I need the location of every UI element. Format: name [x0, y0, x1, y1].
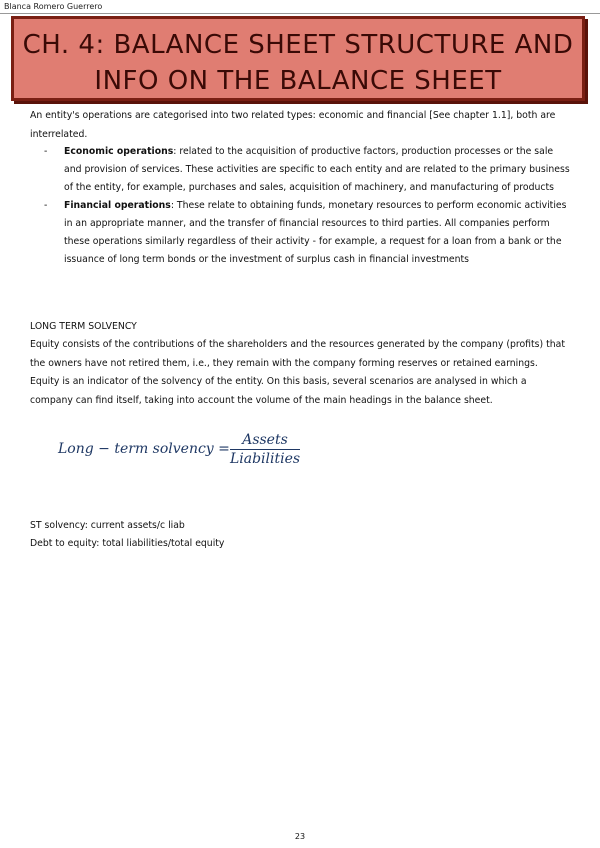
financial-operations-term: Financial operations [64, 200, 171, 211]
chapter-title-line-1: CH. 4: BALANCE SHEET STRUCTURE AND [22, 30, 574, 60]
economic-operations-text: : related to the acquisition of productive factors, production processes or the sale and provision of services. These activities are specific to each entity and are related to the primary business of the entity, for example, purchases and sales, acquisition of machinery, and manufacturing of products [64, 146, 570, 193]
economic-operations-term: Economic operations [64, 146, 174, 157]
solvency-heading: LONG TERM SOLVENCY [30, 321, 137, 332]
formula-numerator: Assets [242, 432, 288, 448]
solvency-paragraph: Equity consists of the contributions of the shareholders and the resources generated by the company (profits) that the owners have not retired them, i.e., they remain with the company forming reserves or retained earnings. Equity is an indicator of the solvency of the entity. On this basis, several scenarios are analysed in which a company can find itself, taking into account the volume of the main headings in the balance sheet. [30, 339, 565, 406]
formula-fraction [228, 431, 302, 468]
author-name: Blanca Romero Guerrero [4, 2, 103, 11]
list-item-financial [44, 197, 570, 269]
list-item-economic [44, 143, 570, 197]
intro-paragraph: An entity's operations are categorised into two related types: economic and financial [See chapter 1.1], both are interrelated. [30, 110, 556, 140]
financial-operations-text: : These relate to obtaining funds, monetary resources to perform economic activities in an appropriate manner, and the transfer of financial resources to third parties. All companies perform these operations similarly regardless of their activity - for example, a request for a loan from a bank or the issuance of long term bonds or the investment of surplus cash in financial investments [64, 200, 567, 265]
header-rule [0, 13, 600, 14]
formula-lhs: Long − term solvency = [58, 441, 230, 457]
chapter-title-box [11, 16, 585, 101]
formula-denominator: Liabilities [229, 451, 301, 467]
debt-to-equity-ratio: Debt to equity: total liabilities/total equity [30, 538, 225, 549]
bullet-dash: - [44, 200, 48, 211]
operations-list [44, 143, 570, 269]
bullet-dash: - [44, 146, 48, 157]
st-solvency-ratio: ST solvency: current assets/c liab [30, 520, 185, 531]
chapter-title-line-2: INFO ON THE BALANCE SHEET [94, 66, 502, 96]
page-number: 23 [294, 832, 306, 841]
